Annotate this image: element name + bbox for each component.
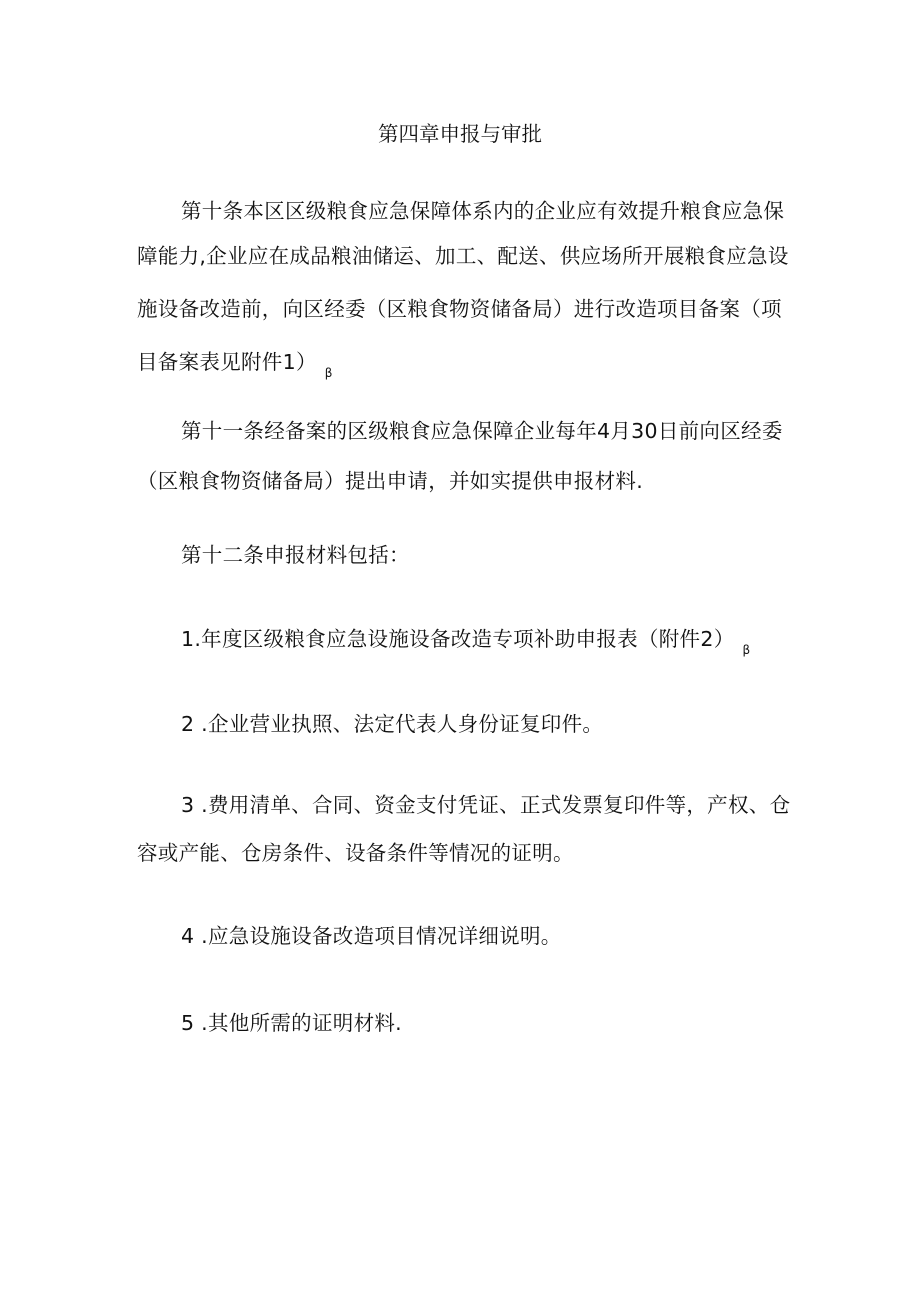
list-item-continuation: 容或产能、仓房条件、设备条件等情况的证明。: [137, 841, 574, 865]
list-item: 5 .其他所需的证明材料.: [181, 1011, 402, 1035]
article-10-line-1: 第十条本区区级粮食应急保障体系内的企业应有效提升粮食应急保: [181, 199, 785, 223]
chapter-title: 第四章申报与审批: [378, 122, 542, 146]
article-10-line-3: 施设备改造前，向区经委（区粮食物资储备局）进行改造项目备案（项: [137, 297, 782, 321]
article-10-line-4: [137, 349, 333, 378]
list-item: [181, 626, 750, 655]
article-11-line-1: 第十一条经备案的区级粮食应急保障企业每年4月30日前向区经委: [181, 419, 783, 443]
list-item: 3 .费用清单、合同、资金支付凭证、正式发票复印件等，产权、仓: [181, 793, 791, 817]
subscript-mark: β: [742, 643, 751, 657]
list-item-text: 1.年度区级粮食应急设施设备改造专项补助申报表（附件2）: [181, 627, 735, 651]
article-11-line-2: （区粮食物资储备局）提出申请，并如实提供申报材料.: [137, 469, 644, 493]
subscript-mark: β: [324, 366, 333, 380]
article-12-line-1: 第十二条申报材料包括：: [181, 543, 410, 567]
article-10-line-2: 障能力,企业应在成品粮油储运、加工、配送、供应场所开展粮食应急设: [137, 244, 789, 268]
list-item: 4 .应急设施设备改造项目情况详细说明。: [181, 924, 562, 948]
list-item: 2 .企业营业执照、法定代表人身份证复印件。: [181, 712, 604, 736]
article-10-line-4-text: 目备案表见附件1）: [137, 350, 317, 374]
